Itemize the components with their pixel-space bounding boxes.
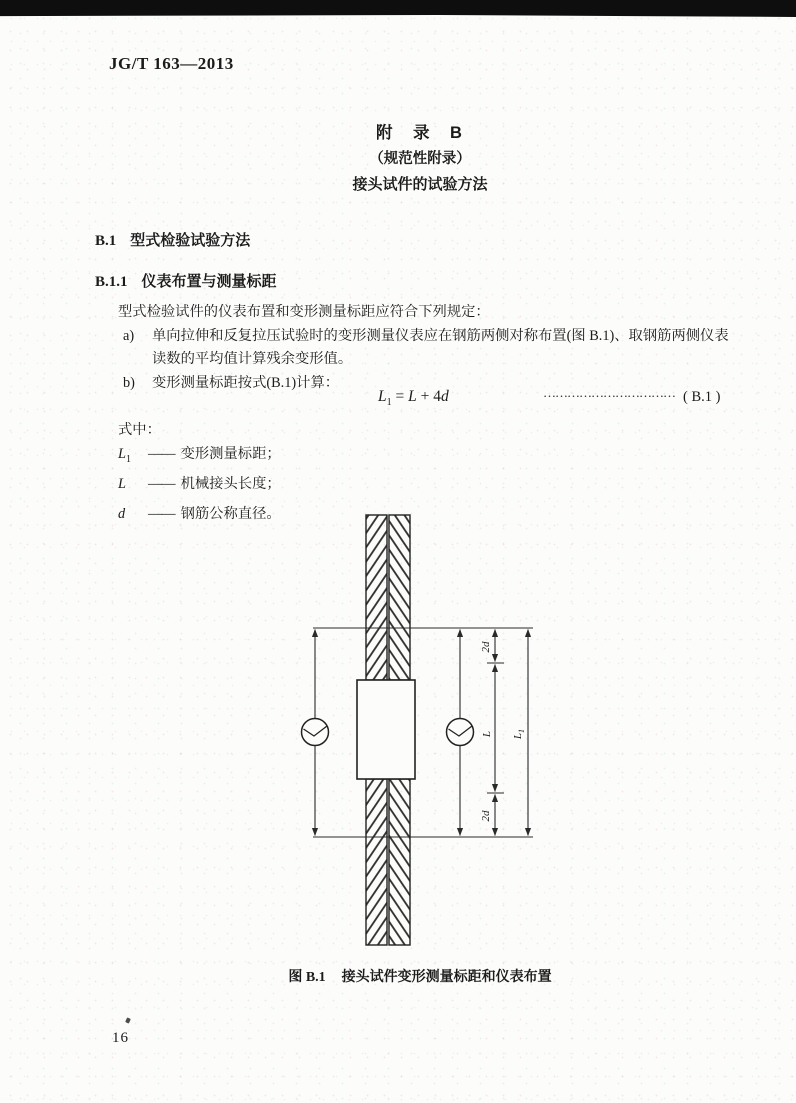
figure-caption-text: 接头试件变形测量标距和仪表布置 (341, 968, 552, 984)
list-item-a (118, 325, 740, 372)
page-number: 16 (112, 1030, 129, 1046)
where-definitions (118, 418, 281, 532)
intro-paragraph: 型式检验试件的仪表布置和变形测量标距应符合下列规定： (118, 304, 490, 320)
dim-label-l1: $L_1$ (512, 728, 526, 740)
list-text-a: 单向拉伸和反复拉压试验时的变形测量仪表应在钢筋两侧对称布置(图 B.1)、取钢筋两侧仪表读数的平均值计算残余变形值。 (152, 327, 729, 367)
formula-dot-leader: …………………………… (543, 385, 675, 400)
section-heading-b1 (95, 229, 250, 250)
list-label-b: b) (123, 374, 135, 391)
figure-caption-number: 图 B.1 (288, 970, 326, 985)
scan-edge-bar (0, 0, 796, 17)
appendix-title: 附 录 B (376, 124, 464, 142)
appendix-heading: 接头试件的试验方法 (352, 176, 488, 193)
standard-number-header: JG/T 163—2013 (109, 54, 234, 73)
formula-expression: $L_1 = L + 4d$ (378, 388, 449, 409)
coupler-sleeve (357, 680, 415, 779)
definition-row: $L_1$ —— 变形测量标距； (118, 446, 281, 465)
definition-row: d —— 钢筋公称直径。 (118, 505, 281, 522)
rebar-lower (366, 779, 410, 945)
list-text-b: 变形测量标距按式(B.1)计算： (152, 374, 340, 391)
section-title: 型式检验试验方法 (130, 232, 251, 249)
section-heading-b11 (95, 270, 277, 291)
appendix-title-block (45, 120, 795, 198)
where-label: 式中： (118, 422, 161, 438)
section-number: B.1 (95, 233, 117, 249)
dim-label-2d-top: 2d (480, 641, 492, 653)
definition-row: L —— 机械接头长度； (118, 475, 281, 492)
figure-caption (45, 966, 795, 986)
section-title: 仪表布置与测量标距 (141, 273, 277, 290)
figure-b1-diagram (290, 510, 540, 950)
list-label-a: a) (123, 327, 135, 344)
scan-artifact (125, 1017, 131, 1023)
body-text-block (118, 301, 740, 395)
formula-reference: ( B.1 ) (683, 389, 721, 405)
appendix-subtitle: （规范性附录） (369, 151, 471, 167)
dim-label-2d-bottom: 2d (480, 810, 492, 822)
dial-gauge-icon (302, 719, 329, 746)
section-number: B.1.1 (95, 274, 128, 290)
formula-row (118, 385, 740, 412)
dim-label-l: L (481, 730, 493, 738)
dial-gauge-icon (447, 719, 474, 746)
rebar-upper (366, 515, 410, 680)
